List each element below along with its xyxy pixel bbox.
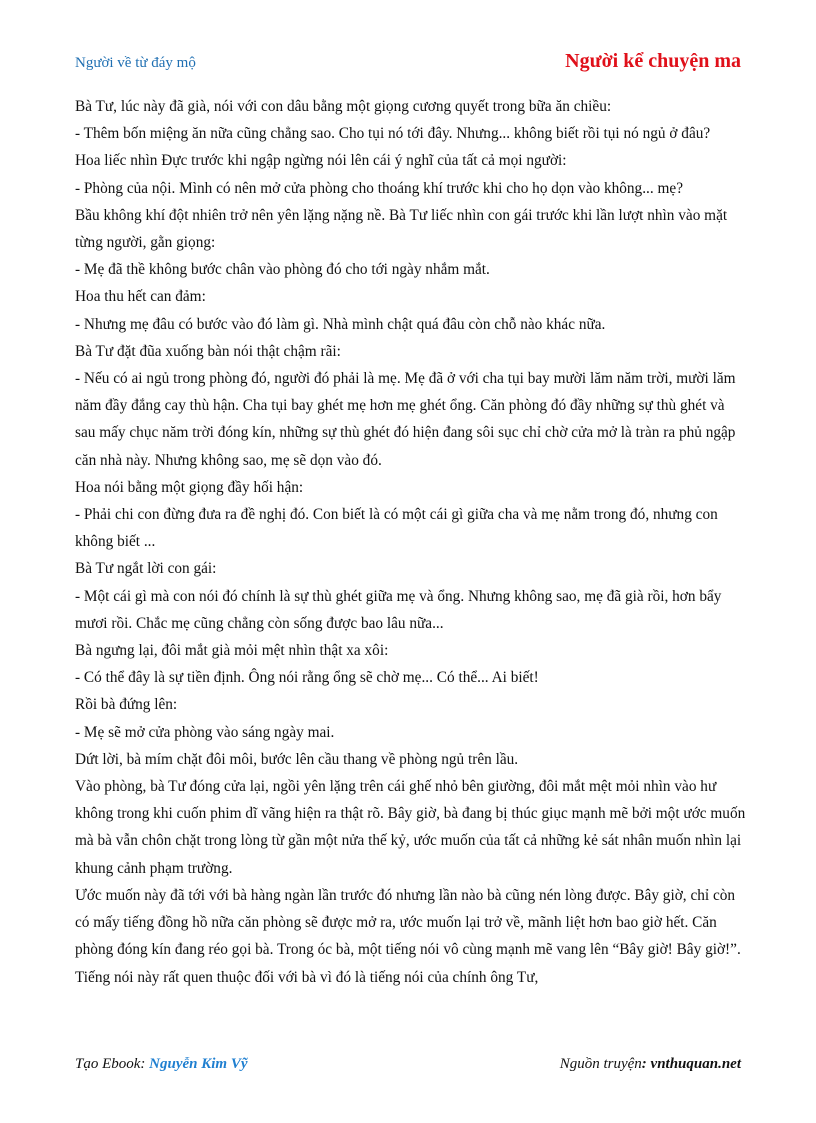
paragraph: - Có thể đây là sự tiền định. Ông nói rằng ổng sẽ chờ mẹ... Có thể... Ai biết! — [75, 669, 539, 687]
page-body — [75, 93, 747, 991]
paragraph: - Phải chi con đừng đưa ra đề nghị đó. Con biết là có một cái gì giữa cha và mẹ nằm trong đó, nhưng con không biết ... — [75, 506, 718, 551]
source-site: vnthuquan.net — [650, 1056, 741, 1072]
paragraph: Bà ngưng lại, đôi mắt già mỏi mệt nhìn thật xa xôi: — [75, 642, 389, 660]
paragraph: Bà Tư ngắt lời con gái: — [75, 560, 217, 578]
paragraph: - Nếu có ai ngủ trong phòng đó, người đó phải là mẹ. Mẹ đã ở với cha tụi bay mười lăm năm trời, mười lăm năm đầy đắng cay thù hận. Cha tụi bay ghét mẹ hơn mẹ ghét ổng. Căn phòng đó đầy những sự thù ghét và sau mấy chục năm trời đóng kín, những sự thù ghét đó hiện đang sôi sục chỉ chờ cửa mở là tràn ra phủ ngập căn nhà này. Nhưng không sao, mẹ sẽ dọn vào đó. — [75, 370, 736, 469]
paragraph: Rồi bà đứng lên: — [75, 696, 178, 714]
source-credit-separator: : — [641, 1056, 651, 1072]
paragraph: - Nhưng mẹ đâu có bước vào đó làm gì. Nhà mình chật quá đâu còn chỗ nào khác nữa. — [75, 315, 606, 333]
paragraph: Vào phòng, bà Tư đóng cửa lại, ngồi yên lặng trên cái ghế nhỏ bên giường, đôi mắt mệt mỏi nhìn vào hư không trong khi cuốn phim dĩ vãng hiện ra thật rõ. Bây giờ, bà đang bị thúc giục mạnh mẽ bởi một ước muốn mà bà vẫn chôn chặt trong lòng từ gần một nửa thế kỷ, ước muốn của tất cả những kẻ sát nhân muốn nhìn lại khung cảnh phạm trường. — [75, 778, 746, 877]
paragraph: - Mẹ sẽ mở cửa phòng vào sáng ngày mai. — [75, 723, 335, 741]
paragraph: Bà Tư đặt đũa xuống bàn nói thật chậm rãi: — [75, 342, 341, 360]
ebook-author: Nguyễn Kim Vỹ — [149, 1056, 248, 1072]
ebook-credit — [75, 1056, 248, 1073]
paragraph: - Thêm bốn miệng ăn nữa cũng chẳng sao. Cho tụi nó tới đây. Nhưng... không biết rồi tụi nó ngủ ở đâu? — [75, 125, 711, 143]
paragraph: - Phòng của nội. Mình có nên mở cửa phòng cho thoáng khí trước khi cho họ dọn vào không... mẹ? — [75, 179, 683, 197]
page-footer — [75, 1056, 741, 1078]
paragraph: - Mẹ đã thề không bước chân vào phòng đó cho tới ngày nhắm mắt. — [75, 261, 490, 279]
page-header — [75, 50, 741, 80]
source-credit-label: Nguồn truyện — [559, 1056, 642, 1072]
paragraph: Hoa thu hết can đảm: — [75, 288, 206, 306]
paragraph: - Một cái gì mà con nói đó chính là sự thù ghét giữa mẹ và ổng. Nhưng không sao, mẹ đã già rồi, hơn bẩy mươi rồi. Chắc mẹ cũng chẳng còn sống được bao lâu nữa... — [75, 587, 722, 632]
book-title: Người về từ đáy mộ — [75, 55, 196, 71]
paragraph: Dứt lời, bà mím chặt đôi môi, bước lên cầu thang về phòng ngủ trên lầu. — [75, 750, 519, 768]
paragraph: Hoa liếc nhìn Đực trước khi ngập ngừng nói lên cái ý nghĩ của tất cả mọi người: — [75, 152, 567, 170]
paragraph: Hoa nói bằng một giọng đầy hối hận: — [75, 478, 304, 496]
series-title: Người kể chuyện ma — [565, 50, 741, 72]
ebook-credit-separator: : — [140, 1056, 150, 1072]
paragraph: Bầu không khí đột nhiên trở nên yên lặng nặng nề. Bà Tư liếc nhìn con gái trước khi lần lượt nhìn vào mặt từng người, gằn giọng: — [75, 206, 728, 252]
paragraph: Bà Tư, lúc này đã già, nói với con dâu bằng một giọng cương quyết trong bữa ăn chiều: — [75, 98, 612, 115]
source-credit — [560, 1056, 741, 1073]
paragraph: Ước muốn này đã tới với bà hàng ngàn lần trước đó nhưng lần nào bà cũng nén lòng được. Bây giờ, chỉ còn có mấy tiếng đồng hồ nữa căn phòng sẽ được mở ra, ước muốn lại trở về, mãnh liệt hơn bao giờ hết. Căn phòng đóng kín đang réo gọi bà. Trong óc bà, một tiếng nói vô cùng mạnh mẽ vang lên “Bây giờ! Bây giờ!”. Tiếng nói này rất quen thuộc đối với bà vì đó là tiếng nói của chính ông Tư, — [75, 886, 741, 986]
ebook-credit-label: Tạo Ebook — [75, 1056, 141, 1072]
